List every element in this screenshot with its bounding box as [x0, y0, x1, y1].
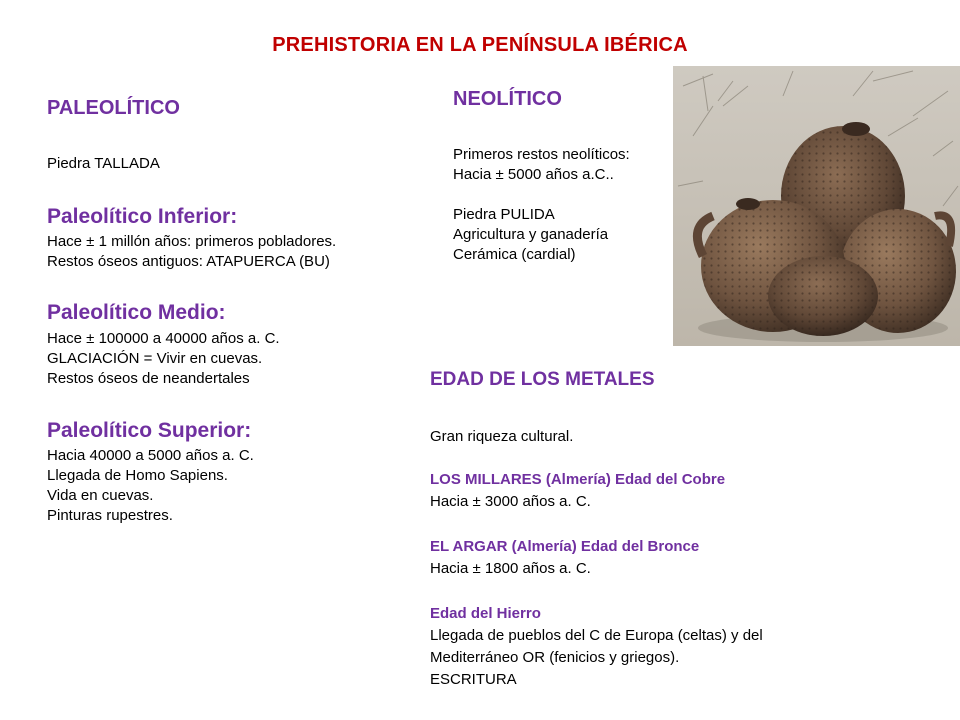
page-title: PREHISTORIA EN LA PENÍNSULA IBÉRICA: [272, 34, 688, 56]
hierro-line: ESCRITURA: [430, 671, 517, 688]
paleolitico-heading: PALEOLÍTICO: [47, 97, 180, 119]
neolitico-line: Hacia ± 5000 años a.C..: [453, 166, 614, 183]
inferior-line: Restos óseos antiguos: ATAPUERCA (BU): [47, 253, 330, 270]
medio-line: Hace ± 100000 a 40000 años a. C.: [47, 330, 280, 347]
medio-heading: Paleolítico Medio:: [47, 301, 226, 324]
cobre-heading: LOS MILLARES (Almería) Edad del Cobre: [430, 471, 726, 488]
superior-line: Hacia 40000 a 5000 años a. C.: [47, 447, 254, 464]
medio-line: Restos óseos de neandertales: [47, 370, 250, 387]
neolitico-line: Agricultura y ganadería: [453, 226, 609, 243]
neolitico-line: Cerámica (cardial): [453, 246, 576, 263]
hierro-heading: Edad del Hierro: [430, 605, 541, 622]
superior-line: Llegada de Homo Sapiens.: [47, 467, 228, 484]
bronce-heading: EL ARGAR (Almería) Edad del Bronce: [430, 538, 700, 555]
hierro-line: Llegada de pueblos del C de Europa (celtas) y del: [430, 627, 763, 644]
superior-line: Pinturas rupestres.: [47, 507, 173, 524]
ceramic-pots-photo: [673, 66, 960, 346]
superior-line: Vida en cuevas.: [47, 487, 154, 504]
hierro-line: Mediterráneo OR (fenicios y griegos).: [430, 649, 680, 666]
inferior-text: [47, 232, 336, 272]
neolitico-line: Piedra PULIDA: [453, 206, 555, 223]
inferior-line: Hace ± 1 millón años: primeros pobladores.: [47, 233, 337, 250]
bronce-line: Hacia ± 1800 años a. C.: [430, 560, 591, 577]
cobre-line: Hacia ± 3000 años a. C.: [430, 493, 591, 510]
inferior-heading: Paleolítico Inferior:: [47, 205, 238, 228]
medio-line: GLACIACIÓN = Vivir en cuevas.: [47, 350, 263, 367]
neolitico-line: Primeros restos neolíticos:: [453, 146, 630, 163]
neolitico-heading: NEOLÍTICO: [453, 88, 562, 110]
superior-heading: Paleolítico Superior:: [47, 419, 252, 442]
metales-heading: EDAD DE LOS METALES: [430, 369, 655, 390]
metales-intro: Gran riqueza cultural.: [430, 428, 574, 445]
neolitico-text: [453, 145, 630, 265]
medio-text: [47, 329, 280, 389]
hierro-text: [430, 625, 763, 691]
neolitico-spacer: [453, 185, 630, 205]
superior-text: [47, 446, 254, 526]
paleolitico-intro: Piedra TALLADA: [47, 155, 160, 172]
